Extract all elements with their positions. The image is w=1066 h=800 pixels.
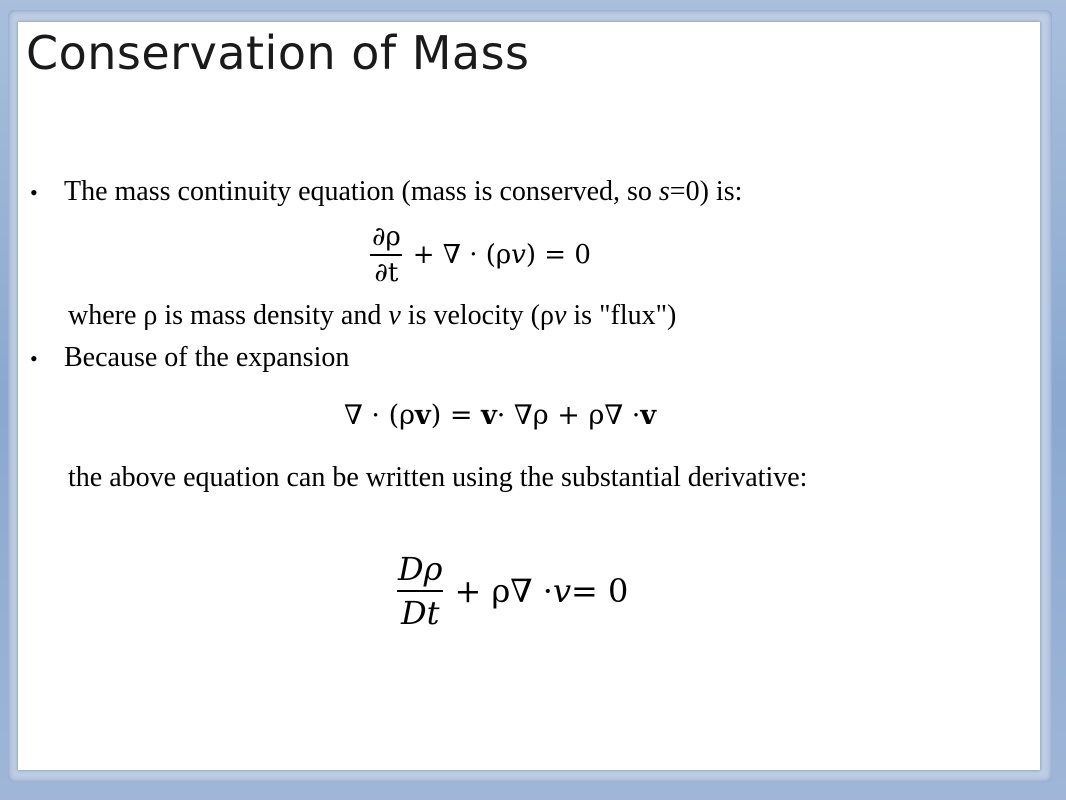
bullet-marker: • <box>30 180 38 205</box>
slide-page <box>18 22 1040 770</box>
bullet-text: The mass continuity equation (mass is conserved, so s=0) is: <box>64 176 743 207</box>
bullet-text: Because of the expansion <box>64 342 350 373</box>
bullet-item-continuity <box>30 176 742 208</box>
bullet-marker: • <box>30 346 38 371</box>
fraction: $\frac{D\rho}{Dt}$ <box>398 550 443 632</box>
continuity-equation: $\frac{\partial\rho}{\partial t}$ + ∇ · (ρ v ) = 0 <box>368 222 591 288</box>
where-explanation: where ρ is mass density and v is velocity (ρv is "flux") <box>68 300 677 331</box>
substantial-derivative-equation: $\frac{D\rho}{Dt}$ + ρ∇ · v = 0 <box>394 550 628 632</box>
bullet-item-expansion <box>30 342 349 374</box>
fraction: $\frac{\partial\rho}{\partial t}$ <box>372 222 401 288</box>
substantial-derivative-text: the above equation can be written using the substantial derivative: <box>68 462 808 493</box>
slide-title: Conservation of Mass <box>26 26 530 80</box>
expansion-equation: ∇ · (ρ v ) = v · ∇ρ + ρ∇ · v <box>344 400 657 431</box>
